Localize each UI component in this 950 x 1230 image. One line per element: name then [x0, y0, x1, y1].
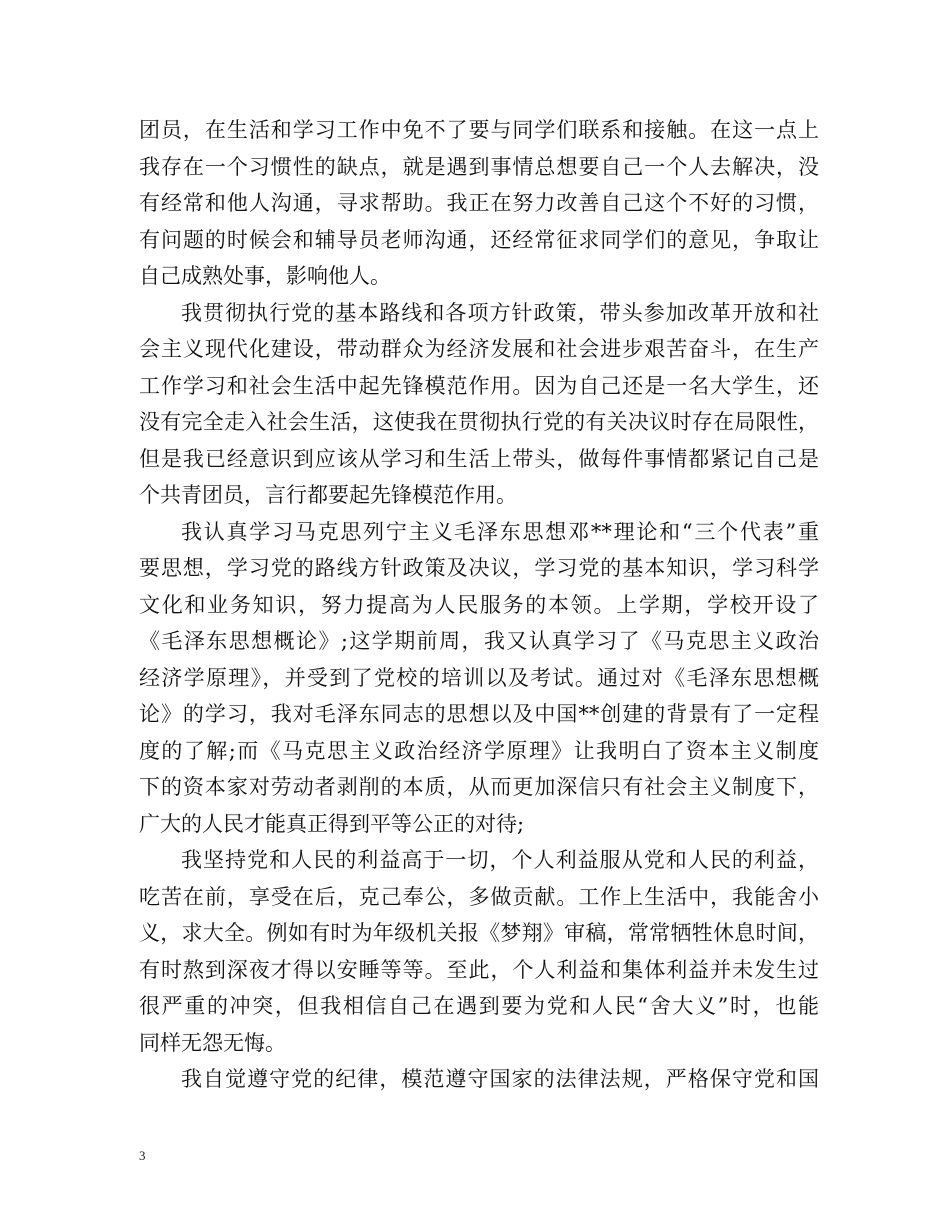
paragraph-2 — [139, 295, 819, 514]
paragraph-line: 自己成熟处事，影响他人。 — [139, 264, 391, 288]
paragraph-line: 会主义现代化建设，带动群众为经济发展和社会进步艰苦奋斗，在生产 — [139, 337, 819, 361]
paragraph-line: 文化和业务知识，努力提高为人民服务的本领。上学期，学校开设了 — [139, 592, 819, 617]
paragraph-5 — [139, 1061, 819, 1098]
paragraph-4 — [139, 842, 819, 1061]
paragraph-line: 但是我已经意识到应该从学习和生活上带头，做每件事情都紧记自己是 — [139, 446, 819, 471]
paragraph-line: 下的资本家对劳动者剥削的本质，从而更加深信只有社会主义制度下， — [139, 775, 819, 799]
paragraph-line: 义，求大全。例如有时为年级机关报《梦翔》审稿，常常牺牲休息时间， — [139, 921, 819, 945]
paragraph-line: 没有完全走入社会生活，这使我在贯彻执行党的有关决议时存在局限性， — [139, 410, 819, 434]
paragraph-line: 工作学习和社会生活中起先锋模范作用。因为自己还是一名大学生，还 — [139, 373, 819, 398]
paragraph-line: 有时熬到深夜才得以安睡等等。至此，个人利益和集体利益并未发生过 — [139, 957, 819, 982]
paragraph-line: 很严重的冲突，但我相信自己在遇到要为党和人民“舍大义”时，也能 — [139, 994, 819, 1018]
paragraph-line: 有经常和他人沟通，寻求帮助。我正在努力改善自己这个不好的习惯， — [139, 191, 819, 215]
paragraph-3 — [139, 514, 819, 843]
paragraph-line: 论》的学习，我对毛泽东同志的思想以及中国**创建的背景有了一定程 — [139, 702, 819, 726]
paragraph-line: 我存在一个习惯性的缺点，就是遇到事情总想要自己一个人去解决，没 — [139, 154, 819, 179]
paragraph-line: 我认真学习马克思列宁主义毛泽东思想邓**理论和“三个代表”重 — [181, 519, 819, 544]
paragraph-line: 团员，在生活和学习工作中免不了要与同学们联系和接触。在这一点上 — [139, 118, 819, 142]
document-body — [139, 112, 819, 1098]
paragraph-line: 我自觉遵守党的纪律，模范遵守国家的法律法规，严格保守党和国 — [181, 1067, 819, 1091]
paragraph-line: 《毛泽东思想概论》;这学期前周，我又认真学习了《马克思主义政治 — [139, 629, 819, 653]
paragraph-line: 个共青团员，言行都要起先锋模范作用。 — [139, 483, 517, 507]
paragraph-line: 我坚持党和人民的利益高于一切，个人利益服从党和人民的利益， — [181, 848, 819, 872]
paragraph-line: 经济学原理》，并受到了党校的培训以及考试。通过对《毛泽东思想概 — [139, 665, 819, 690]
paragraph-line: 同样无怨无悔。 — [139, 1030, 286, 1055]
paragraph-line: 我贯彻执行党的基本路线和各项方针政策，带头参加改革开放和社 — [181, 300, 819, 325]
paragraph-line: 广大的人民才能真正得到平等公正的对待; — [139, 811, 525, 836]
paragraph-line: 要思想，学习党的路线方针政策及决议，学习党的基本知识，学习科学 — [139, 556, 819, 580]
page-number: 3 — [139, 1148, 146, 1163]
paragraph-line: 有问题的时候会和辅导员老师沟通，还经常征求同学们的意见，争取让 — [139, 227, 819, 252]
paragraph-1 — [139, 112, 819, 295]
paragraph-line: 吃苦在前，享受在后，克己奉公，多做贡献。工作上生活中，我能舍小 — [139, 884, 819, 909]
paragraph-line: 度的了解;而《马克思主义政治经济学原理》让我明白了资本主义制度 — [139, 738, 819, 763]
